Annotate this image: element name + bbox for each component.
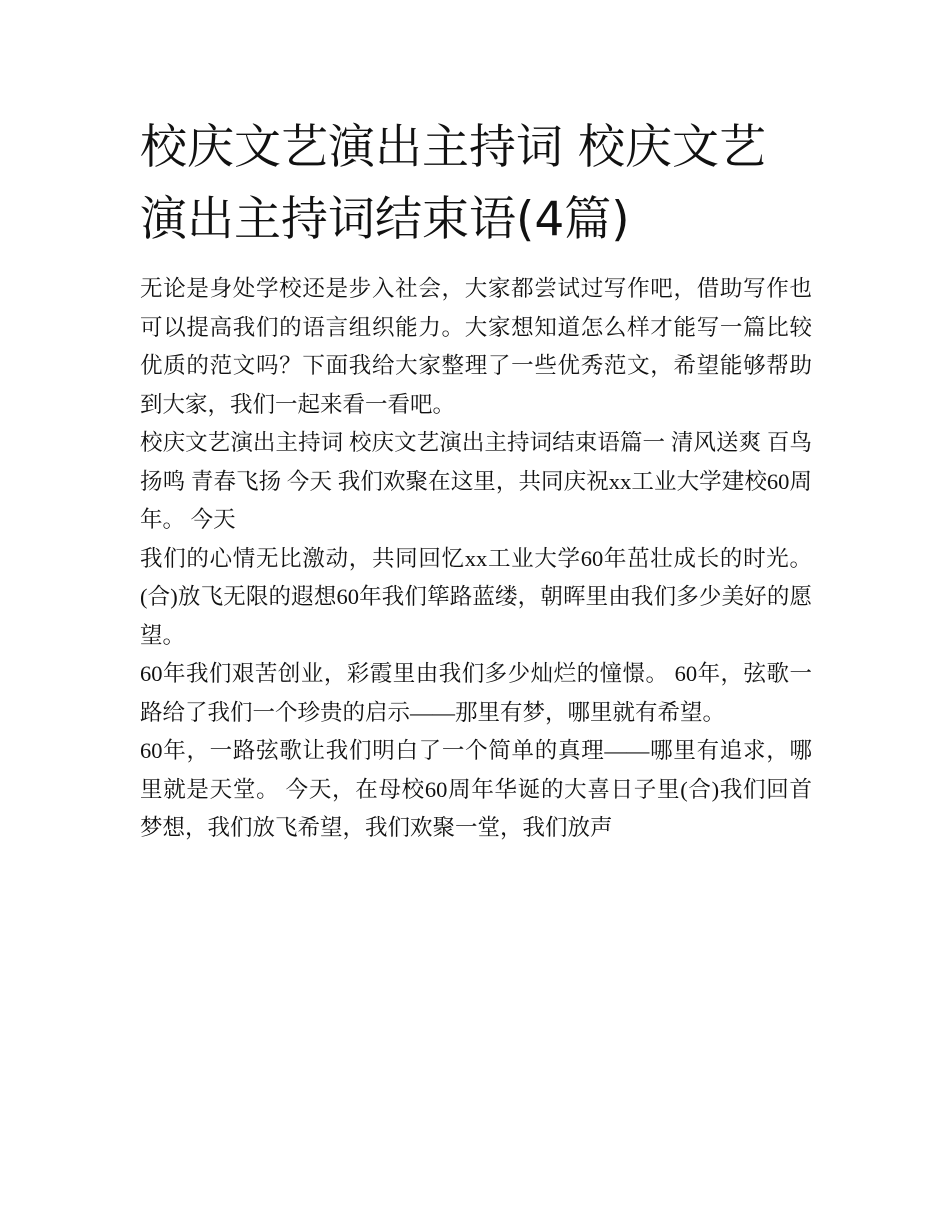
document-body bbox=[140, 112, 812, 848]
paragraph-hardship: 60年我们艰苦创业，彩霞里由我们多少灿烂的憧憬。 60年，弦歌一路给了我们一个珍贵的启示——那里有梦，哪里就有希望。 bbox=[140, 661, 812, 725]
paragraph-opening: 校庆文艺演出主持词 校庆文艺演出主持词结束语篇一 清风送爽 百鸟扬鸣 青春飞扬 今天 我们欢聚在这里，共同庆祝xx工业大学建校60周年。 今天 bbox=[140, 430, 812, 532]
paragraph-memories: 我们的心情无比激动，共同回忆xx工业大学60年茁壮成长的时光。 (合)放飞无限的遐想60年我们筚路蓝缕，朝晖里由我们多少美好的愿望。 bbox=[140, 545, 812, 648]
document-title: 校庆文艺演出主持词 校庆文艺演出主持词结束语(4篇) bbox=[140, 120, 766, 247]
paragraph-truth: 60年，一路弦歌让我们明白了一个简单的真理——哪里有追求，哪里就是天堂。 今天，在母校60周年华诞的大喜日子里(合)我们回首梦想，我们放飞希望，我们欢聚一堂，我们放声 bbox=[140, 738, 812, 840]
paragraph-intro: 无论是身处学校还是步入社会，大家都尝试过写作吧，借助写作也可以提高我们的语言组织能力。大家想知道怎么样才能写一篇比较优质的范文吗？下面我给大家整理了一些优秀范文，希望能够帮助到大家，我们一起来看一看吧。 bbox=[140, 276, 812, 417]
